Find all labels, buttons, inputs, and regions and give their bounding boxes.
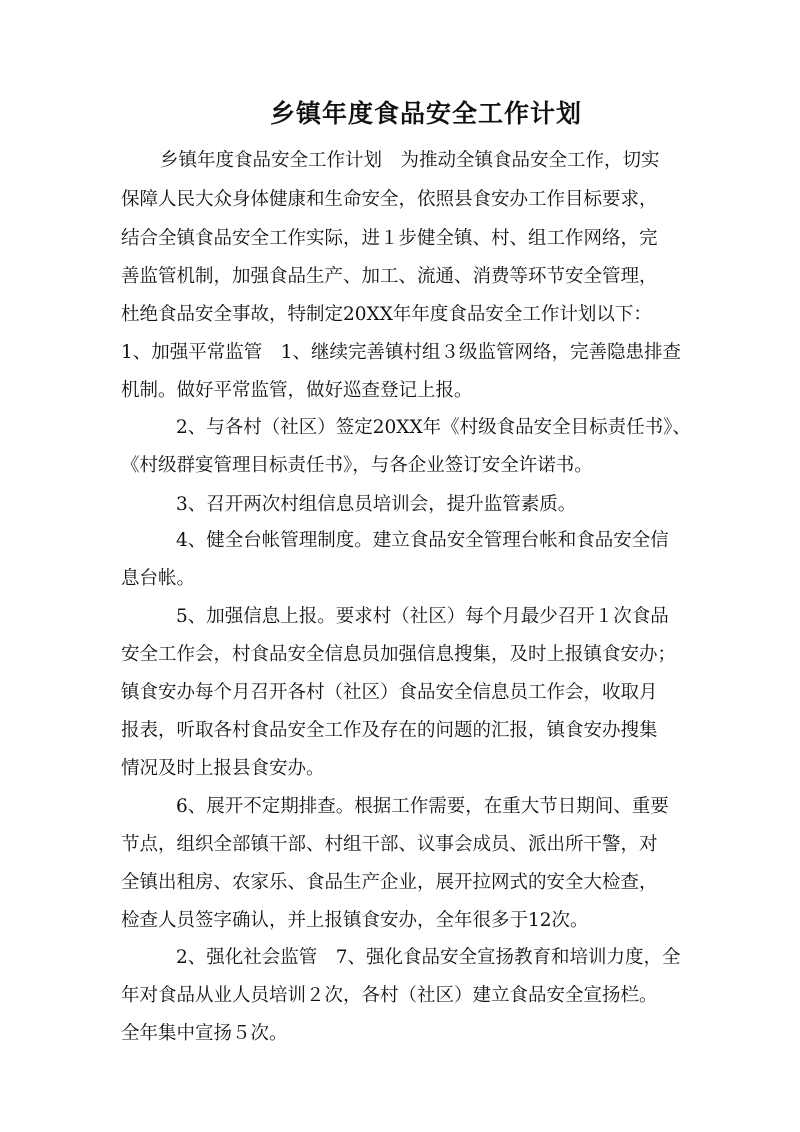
paragraph-line: 6、展开不定期排查。根据工作需要，在重大节日期间、重要 <box>176 796 669 817</box>
paragraph-line: 4、健全台帐管理制度。建立食品安全管理台帐和食品安全信 <box>176 530 669 551</box>
paragraph-line: 1、加强平常监管 1、继续完善镇村组３级监管网络，完善隐患排查 <box>121 342 682 363</box>
paragraph-line: 镇食安办每个月召开各村（社区）食品安全信息员工作会，收取月 <box>121 682 658 703</box>
paragraph-line: 善监管机制，加强食品生产、加工、流通、消费等环节安全管理， <box>121 266 658 287</box>
paragraph-line: 情况及时上报县食安办。 <box>121 758 325 779</box>
paragraph-line: 乡镇年度食品安全工作计划 为推动全镇食品安全工作，切实 <box>160 150 660 171</box>
paragraph-line: 5、加强信息上报。要求村（社区）每个月最少召开１次食品 <box>176 606 669 627</box>
paragraph-line: 结合全镇食品安全工作实际，进１步健全镇、村、组工作网络，完 <box>121 228 658 249</box>
paragraph-line: 检查人员签字确认，并上报镇食安办，全年很多于12次。 <box>121 910 589 931</box>
paragraph-line: 保障人民大众身体健康和生命安全，依照县食安办工作目标要求， <box>121 189 658 210</box>
paragraph-line: 全年集中宣扬５次。 <box>121 1023 288 1044</box>
paragraph-line: 2、与各村（社区）签定20XX年《村级食品安全目标责任书》、 <box>176 417 691 438</box>
paragraph-line: 《村级群宴管理目标责任书》，与各企业签订安全许诺书。 <box>121 455 593 476</box>
document-title: 乡镇年度食品安全工作计划 <box>269 99 582 128</box>
paragraph-line: 报表，听取各村食品安全工作及存在的问题的汇报，镇食安办搜集 <box>121 720 658 741</box>
paragraph-line: 机制。做好平常监管，做好巡查登记上报。 <box>121 380 473 401</box>
paragraph-line: 3、召开两次村组信息员培训会，提升监管素质。 <box>176 494 577 515</box>
paragraph-line: 杜绝食品安全事故，特制定20XX年年度食品安全工作计划以下： <box>121 304 652 325</box>
paragraph-line: 息台帐。 <box>121 568 196 589</box>
paragraph-line: 全镇出租房、农家乐、食品生产企业，展开拉网式的安全大检查， <box>121 872 658 893</box>
paragraph-line: 节点，组织全部镇干部、村组干部、议事会成员、派出所干警，对 <box>121 834 658 855</box>
paragraph-line: 年对食品从业人员培训２次，各村（社区）建立食品安全宣扬栏。 <box>121 985 658 1006</box>
paragraph-line: 安全工作会，村食品安全信息员加强信息搜集，及时上报镇食安办； <box>121 644 677 665</box>
paragraph-line: 2、强化社会监管 7、强化食品安全宣扬教育和培训力度，全 <box>176 947 681 968</box>
